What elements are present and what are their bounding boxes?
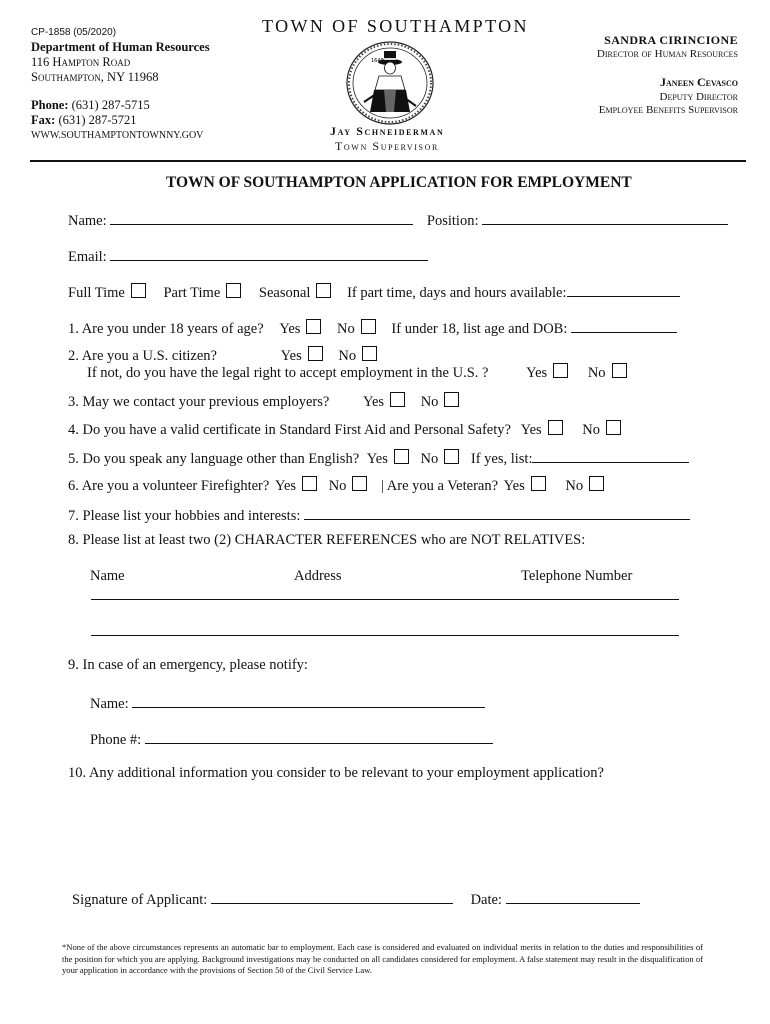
email-row <box>68 246 428 266</box>
question-10: 10. Any additional information you consider to be relevant to your employment application? <box>68 765 604 781</box>
seasonal-checkbox[interactable] <box>316 283 331 298</box>
q2-followup-text: If not, do you have the legal right to accept employment in the U.S. ? <box>87 365 489 381</box>
full-time-label: Full Time <box>68 285 125 301</box>
name-row <box>68 210 728 230</box>
ref-phone-header: Telephone Number <box>521 568 633 584</box>
phone-label: Phone: <box>31 98 69 112</box>
q2b-yes-label: Yes <box>526 365 548 381</box>
emergency-name-label: Name: <box>90 696 129 712</box>
full-time-checkbox[interactable] <box>131 283 146 298</box>
q1-no-label: No <box>337 321 355 337</box>
footnote: *None of the above circumstances represents an automatic bar to employment. Each case is considered and evaluated on individual merits in relation to the duties and responsibilities of the position for which you are applying. Background investigations may be conducted on all candidates considered for employment. A false statement may result in the disqualification of your application in accordance with the provisions of Section 50 of the Civil Service Law. <box>62 942 703 975</box>
reference-line-2[interactable] <box>91 635 679 636</box>
q6-veteran-text: | Are you a Veteran? <box>381 478 499 494</box>
hobbies-field[interactable] <box>304 505 690 520</box>
q2-yes-checkbox[interactable] <box>308 346 323 361</box>
q6-vet-yes-checkbox[interactable] <box>531 476 546 491</box>
q2b-no-checkbox[interactable] <box>612 363 627 378</box>
q2-no-label: No <box>338 348 357 364</box>
emergency-phone-label: Phone #: <box>90 732 142 748</box>
department-name: Department of Human Resources <box>31 40 210 54</box>
q5-yes-label: Yes <box>366 451 388 467</box>
q5-text: 5. Do you speak any language other than English? <box>68 451 360 467</box>
q6-no-label: No <box>328 478 347 494</box>
question-7 <box>68 505 690 525</box>
q2b-no-label: No <box>587 365 606 381</box>
q1-text: 1. Are you under 18 years of age? <box>68 321 264 337</box>
question-9: 9. In case of an emergency, please notify: <box>68 657 308 673</box>
q6-no-checkbox[interactable] <box>352 476 367 491</box>
part-time-detail-label: If part time, days and hours available: <box>347 285 567 301</box>
signature-label: Signature of Applicant: <box>72 892 208 908</box>
q2-yes-label: Yes <box>280 348 302 364</box>
question-4 <box>68 420 621 439</box>
address-line-1: 116 Hampton Road <box>31 55 131 69</box>
emergency-name-field[interactable] <box>132 693 485 708</box>
director-name: SANDRA CIRINCIONE <box>604 33 738 47</box>
form-number: CP-1858 (05/2020) <box>31 27 117 38</box>
q6-yes-label: Yes <box>274 478 297 494</box>
phone-line <box>31 98 150 113</box>
q6-vet-no-label: No <box>565 478 584 494</box>
fax-number: (631) 287-5721 <box>58 113 137 127</box>
supervisor-name: Jay Schneiderman <box>330 124 445 138</box>
seal-year: 1640 <box>371 58 384 64</box>
q3-yes-checkbox[interactable] <box>390 392 405 407</box>
date-field[interactable] <box>506 889 640 904</box>
q1-followup-field[interactable] <box>571 318 677 333</box>
name-field[interactable] <box>110 210 413 225</box>
position-field[interactable] <box>482 210 728 225</box>
q6-text: 6. Are you a volunteer Firefighter? <box>68 478 270 494</box>
name-label: Name: <box>68 213 107 229</box>
q6-yes-checkbox[interactable] <box>302 476 317 491</box>
q7-text: 7. Please list your hobbies and interests: <box>68 508 301 524</box>
part-time-checkbox[interactable] <box>226 283 241 298</box>
signature-row <box>72 889 640 909</box>
q5-followup-field[interactable] <box>532 448 689 463</box>
q3-yes-label: Yes <box>362 394 385 410</box>
question-8: 8. Please list at least two (2) CHARACTER REFERENCES who are NOT RELATIVES: <box>68 532 586 548</box>
q5-followup-label: If yes, list: <box>470 451 533 467</box>
emergency-phone-row <box>90 729 493 749</box>
q3-text: 3. May we contact your previous employers? <box>68 394 330 410</box>
q4-no-checkbox[interactable] <box>606 420 621 435</box>
question-1 <box>68 318 677 338</box>
q3-no-checkbox[interactable] <box>444 392 459 407</box>
deputy-title: Deputy Director <box>659 91 738 103</box>
director-title: Director of Human Resources <box>596 48 738 60</box>
question-3 <box>68 392 459 411</box>
seasonal-label: Seasonal <box>258 285 311 301</box>
part-time-label: Part Time <box>163 285 221 301</box>
question-6 <box>68 476 604 495</box>
signature-field[interactable] <box>211 889 453 904</box>
phone-number: (631) 287-5715 <box>71 98 150 112</box>
header-divider <box>30 160 746 162</box>
reference-line-1[interactable] <box>91 599 679 600</box>
date-label: Date: <box>470 892 502 908</box>
fax-label: Fax: <box>31 113 56 127</box>
ref-address-header: Address <box>294 568 342 584</box>
email-label: Email: <box>68 249 107 265</box>
q2-text: 2. Are you a U.S. citizen? <box>68 348 217 364</box>
q4-text: 4. Do you have a valid certificate in Standard First Aid and Personal Safety? <box>68 422 511 438</box>
town-seal-icon <box>344 40 436 126</box>
q5-no-checkbox[interactable] <box>444 449 459 464</box>
town-title: TOWN OF SOUTHAMPTON <box>262 16 529 36</box>
question-5 <box>68 448 689 468</box>
website: WWW.SOUTHAMPTONTOWNNY.GOV <box>31 130 204 141</box>
position-label: Position: <box>426 213 479 229</box>
q5-no-label: No <box>420 451 439 467</box>
q5-yes-checkbox[interactable] <box>394 449 409 464</box>
ref-name-header: Name <box>90 568 125 584</box>
q1-yes-checkbox[interactable] <box>306 319 321 334</box>
q1-yes-label: Yes <box>279 321 301 337</box>
emergency-phone-field[interactable] <box>145 729 493 744</box>
q6-vet-yes-label: Yes <box>503 478 525 494</box>
additional-info-area[interactable] <box>68 800 728 880</box>
q3-no-label: No <box>420 394 439 410</box>
deputy-name: Janeen Cevasco <box>660 75 738 89</box>
employment-type-row <box>68 282 680 302</box>
q1-no-checkbox[interactable] <box>361 319 376 334</box>
q2b-yes-checkbox[interactable] <box>553 363 568 378</box>
deputy-title-2: Employee Benefits Supervisor <box>598 104 738 116</box>
email-field[interactable] <box>110 246 428 261</box>
part-time-detail-field[interactable] <box>567 282 680 297</box>
q4-yes-checkbox[interactable] <box>548 420 563 435</box>
address-line-2: Southampton, NY 11968 <box>31 70 159 84</box>
question-2-followup <box>87 363 627 382</box>
supervisor-title: Town Supervisor <box>335 139 439 153</box>
q4-yes-label: Yes <box>520 422 542 438</box>
q4-no-label: No <box>582 422 601 438</box>
emergency-name-row <box>90 693 485 713</box>
q6-vet-no-checkbox[interactable] <box>589 476 604 491</box>
q1-followup-label: If under 18, list age and DOB: <box>391 321 568 337</box>
q2-no-checkbox[interactable] <box>362 346 377 361</box>
form-title: TOWN OF SOUTHAMPTON APPLICATION FOR EMPLOYMENT <box>166 174 632 191</box>
fax-line <box>31 113 137 128</box>
